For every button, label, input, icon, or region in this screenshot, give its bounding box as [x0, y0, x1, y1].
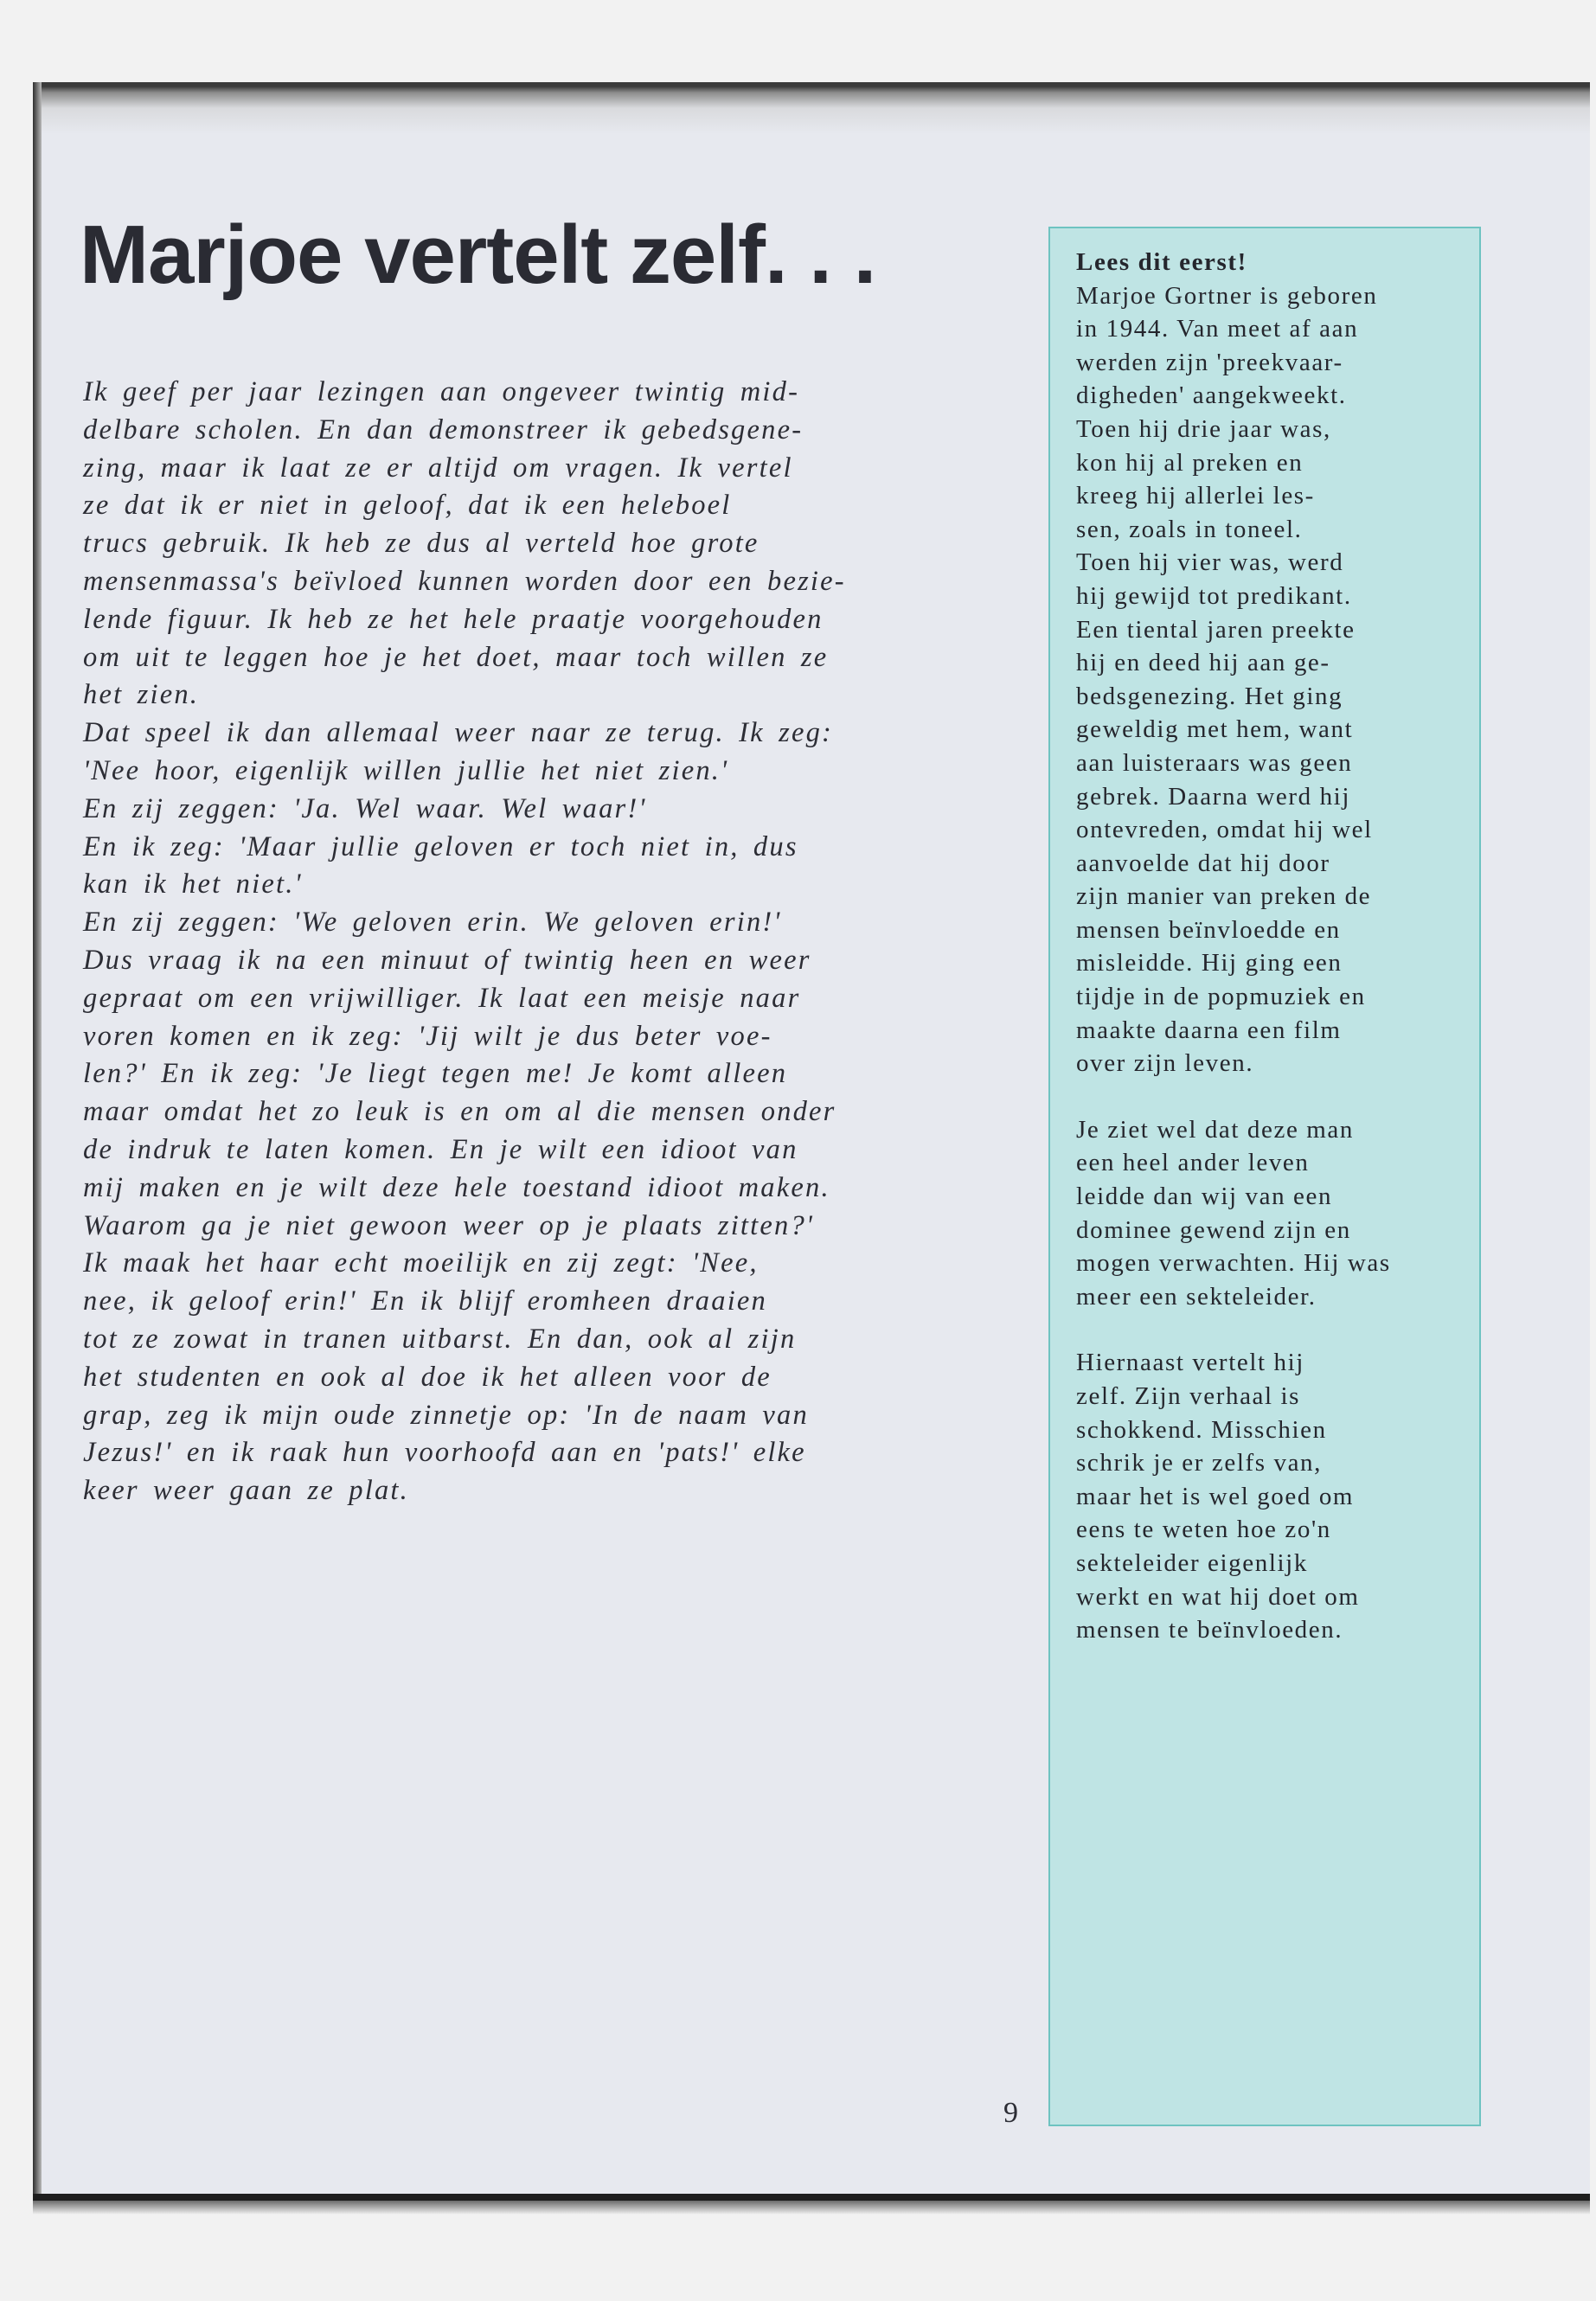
sidebar-line: Je ziet wel dat deze man — [1076, 1115, 1355, 1144]
body-line: het studenten en ook al doe ik het alleen voor de — [83, 1361, 772, 1393]
body-line: trucs gebruik. Ik heb ze dus al verteld hoe grote — [83, 528, 760, 560]
sidebar-line: sekteleider eigenlijk — [1076, 1548, 1308, 1577]
article-title: Marjoe vertelt zelf. . . — [80, 208, 876, 301]
sidebar-line: bedsgenezing. Het ging — [1076, 682, 1343, 710]
sidebar-line: schokkend. Misschien — [1076, 1415, 1327, 1444]
sidebar-line: Toen hij vier was, werd — [1076, 548, 1344, 577]
page-bottom-shadow — [33, 2201, 1590, 2214]
sidebar-line: tijdje in de popmuziek en — [1076, 983, 1366, 1011]
page-top-edge — [33, 82, 1590, 134]
page-bottom-edge — [33, 2194, 1590, 2201]
sidebar-line: maakte daarna een film — [1076, 1016, 1342, 1044]
sidebar-line: Toen hij drie jaar was, — [1076, 414, 1331, 443]
body-line: En zij zeggen: 'We geloven erin. We geloven erin!' — [83, 907, 782, 939]
sidebar-heading: Lees dit eerst! — [1076, 248, 1247, 276]
body-line: len?' En ik zeg: 'Je liegt tegen me! Je komt alleen — [83, 1058, 788, 1090]
body-line: 'Nee hoor, eigenlijk willen jullie het niet zien.' — [83, 754, 729, 786]
sidebar-content — [1076, 246, 1483, 1680]
sidebar-line: werkt en wat hij doet om — [1076, 1582, 1360, 1611]
sidebar-line: zijn manier van preken de — [1076, 882, 1372, 911]
body-line: Jezus!' en ik raak hun voorhoofd aan en 'pats!' elke — [83, 1437, 806, 1469]
sidebar-line: schrik je er zelfs van, — [1076, 1449, 1322, 1477]
sidebar-line: ontevreden, omdat hij wel — [1076, 816, 1373, 844]
body-line: om uit te leggen hoe je het doet, maar toch willen ze — [83, 641, 829, 673]
body-line: grap, zeg ik mijn oude zinnetje op: 'In de naam van — [83, 1399, 809, 1431]
body-line: lende figuur. Ik heb ze het hele praatje voorgehouden — [83, 603, 824, 635]
body-line: En zij zeggen: 'Ja. Wel waar. Wel waar!' — [83, 792, 647, 824]
body-line: keer weer gaan ze plat. — [83, 1475, 409, 1507]
sidebar-line: hij en deed hij aan ge- — [1076, 649, 1330, 677]
body-line: kan ik het niet.' — [83, 868, 303, 901]
body-line: maar omdat het zo leuk is en om al die mensen onder — [83, 1096, 836, 1128]
body-line: Dat speel ik dan allemaal weer naar ze terug. Ik zeg: — [83, 717, 834, 749]
sidebar-line: Hiernaast vertelt hij — [1076, 1349, 1304, 1377]
sidebar-line: digheden' aangekweekt. — [1076, 381, 1347, 410]
sidebar-paragraph — [1076, 279, 1483, 1080]
sidebar-line: leidde dan wij van een — [1076, 1183, 1333, 1211]
body-line: Dus vraag ik na een minuut of twintig heen en weer — [83, 944, 811, 976]
sidebar-line: kon hij al preken en — [1076, 448, 1304, 477]
sidebar-paragraph — [1076, 1113, 1483, 1314]
sidebar-line: mensen beïnvloedde en — [1076, 915, 1341, 944]
sidebar-line: maar het is wel goed om — [1076, 1482, 1355, 1510]
sidebar-line: mogen verwachten. Hij was — [1076, 1249, 1391, 1278]
body-line: ze dat ik er niet in geloof, dat ik een heleboel — [83, 490, 732, 522]
sidebar-line: eens te weten hoe zo'n — [1076, 1516, 1331, 1544]
sidebar-line: in 1944. Van meet af aan — [1076, 315, 1359, 343]
body-line: En ik zeg: 'Maar jullie geloven er toch niet in, dus — [83, 830, 798, 862]
sidebar-line: sen, zoals in toneel. — [1076, 515, 1303, 543]
sidebar-line: aanvoelde dat hij door — [1076, 849, 1330, 877]
sidebar-line: zelf. Zijn verhaal is — [1076, 1382, 1301, 1410]
page-number: 9 — [1003, 2097, 1018, 2129]
body-line: mij maken en je wilt deze hele toestand idioot maken. — [83, 1171, 830, 1203]
sidebar-line: mensen te beïnvloeden. — [1076, 1616, 1343, 1644]
body-line: Ik maak het haar echt moeilijk en zij zegt: 'Nee, — [83, 1247, 759, 1279]
page-left-edge — [33, 82, 42, 2214]
sidebar-line: een heel ander leven — [1076, 1149, 1310, 1177]
body-line: Waarom ga je niet gewoon weer op je plaats zitten?' — [83, 1209, 815, 1241]
sidebar-line: hij gewijd tot predikant. — [1076, 581, 1352, 610]
body-line: de indruk te laten komen. En je wilt een idioot van — [83, 1133, 798, 1165]
sidebar-line: over zijn leven. — [1076, 1049, 1254, 1078]
body-line: zing, maar ik laat ze er altijd om vragen. Ik vertel — [83, 452, 793, 484]
sidebar-line: Marjoe Gortner is geboren — [1076, 281, 1378, 310]
sidebar-line: Een tiental jaren preekte — [1076, 615, 1356, 644]
article-body — [83, 374, 1013, 1510]
sidebar-line: misleidde. Hij ging een — [1076, 949, 1343, 977]
sidebar-paragraph — [1076, 1346, 1483, 1646]
body-line: nee, ik geloof erin!' En ik blijf eromheen draaien — [83, 1285, 768, 1317]
sidebar-line: aan luisteraars was geen — [1076, 748, 1353, 777]
body-line: mensenmassa's beïvloed kunnen worden door een bezie- — [83, 565, 846, 597]
sidebar-line: werden zijn 'preekvaar- — [1076, 348, 1343, 376]
body-line: tot ze zowat in tranen uitbarst. En dan, ook al zijn — [83, 1323, 797, 1355]
body-line: Ik geef per jaar lezingen aan ongeveer twintig mid- — [83, 376, 800, 407]
sidebar-line: geweldig met hem, want — [1076, 715, 1354, 744]
body-line: delbare scholen. En dan demonstreer ik gebedsgene- — [83, 413, 804, 445]
body-line: voren komen en ik zeg: 'Jij wilt je dus beter voe- — [83, 1020, 772, 1052]
sidebar-line: dominee gewend zijn en — [1076, 1215, 1351, 1244]
sidebar-line: kreeg hij allerlei les- — [1076, 482, 1315, 510]
sidebar-line: gebrek. Daarna werd hij — [1076, 782, 1351, 811]
body-line: gepraat om een vrijwilliger. Ik laat een meisje naar — [83, 982, 801, 1014]
body-line: het zien. — [83, 679, 200, 711]
sidebar-line: meer een sekteleider. — [1076, 1282, 1317, 1311]
